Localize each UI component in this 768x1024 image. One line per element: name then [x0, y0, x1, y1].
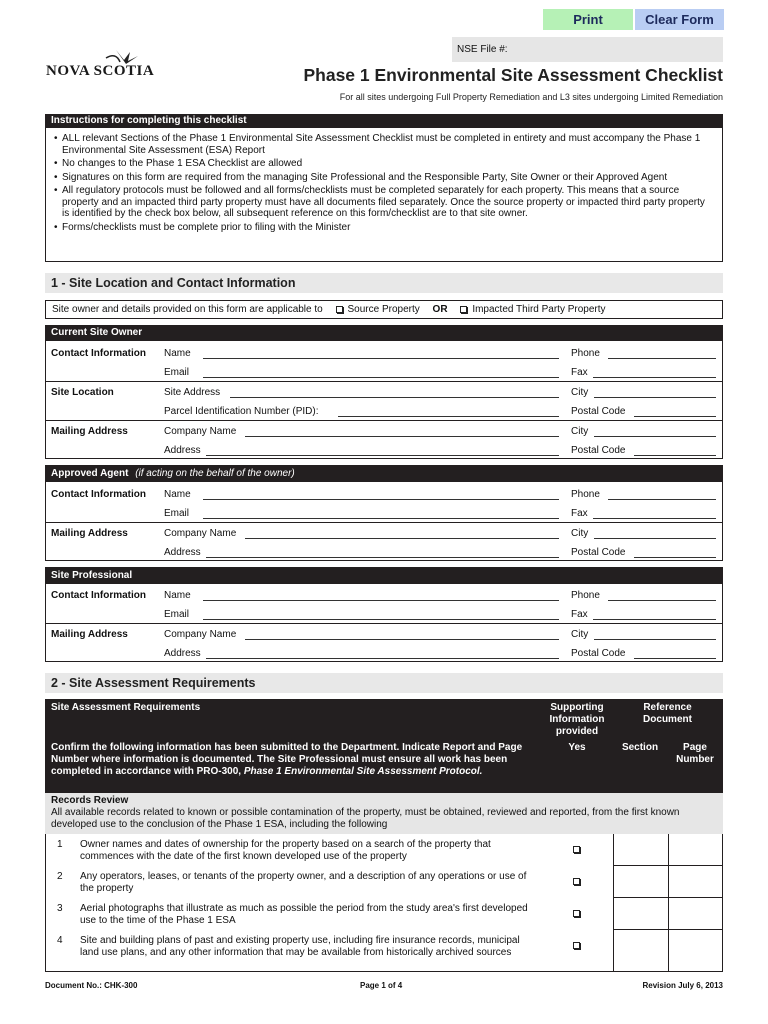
agent-name-input[interactable]	[203, 499, 559, 500]
pro-address-row	[45, 643, 723, 663]
owner-email-input[interactable]	[203, 377, 559, 378]
agent-company-row	[45, 523, 723, 543]
phone-label: Phone	[571, 348, 600, 359]
city-label: City	[571, 387, 589, 398]
contact-info-label: Contact Information	[51, 348, 146, 359]
address-label: Address	[164, 547, 201, 558]
applicable-text: Site owner and details provided on this form are applicable to	[52, 304, 323, 315]
requirements-title: Site Assessment Requirements	[51, 702, 201, 713]
applicable-row	[45, 300, 723, 319]
reference-doc-header: Reference Document	[643, 702, 692, 725]
source-property-checkbox[interactable]	[336, 304, 420, 315]
city-label: City	[571, 426, 589, 437]
approved-agent-label: Approved Agent	[51, 468, 129, 479]
pro-address-input[interactable]	[206, 658, 559, 659]
agent-phone-input[interactable]	[608, 499, 716, 500]
agent-address-row	[45, 542, 723, 562]
item-number: 2	[57, 871, 63, 882]
instructions-box	[45, 128, 723, 262]
pro-email-input[interactable]	[203, 619, 559, 620]
site-address-input[interactable]	[230, 397, 559, 398]
pid-label: Parcel Identification Number (PID):	[164, 406, 319, 417]
site-professional-header: Site Professional	[45, 567, 723, 584]
item-text: Any operators, leases, or tenants of the property owner, and a description of any operations or use of the property	[80, 871, 527, 894]
mailing-address-label: Mailing Address	[51, 426, 128, 437]
email-label: Email	[164, 609, 190, 620]
records-review-text: All available records related to known or possible contamination of the property, must be obtained, reviewed and reported, from the first known developed use to the conclusion of the Phase 1 ESA, including the following	[51, 807, 680, 830]
city-label: City	[571, 629, 589, 640]
section-2-title: 2 - Site Assessment Requirements	[45, 673, 723, 693]
approved-agent-header	[45, 465, 723, 482]
instruction-item: • ALL relevant Sections of the Phase 1 Environmental Site Assessment Checklist must be completed in entirety and must accompany the Phase 1 Environmental Site Assessment (ESA) Report	[54, 133, 714, 156]
approved-agent-note: (if acting on the behalf of the owner)	[135, 468, 295, 479]
mailing-address-label: Mailing Address	[51, 528, 128, 539]
pro-email-row	[45, 604, 723, 624]
impacted-property-label: Impacted Third Party Property	[472, 304, 606, 315]
name-label: Name	[164, 590, 191, 601]
address-label: Address	[164, 445, 201, 456]
owner-name-row	[45, 343, 723, 363]
pro-name-row	[45, 585, 723, 605]
requirements-header	[45, 699, 723, 793]
contact-info-label: Contact Information	[51, 590, 146, 601]
instruction-item: • Signatures on this form are required from the managing Site Professional and the Responsible Party, Site Owner or their Approved Agent	[54, 172, 714, 184]
checkbox-icon	[573, 942, 580, 949]
company-name-label: Company Name	[164, 629, 237, 640]
instructions-header: Instructions for completing this checklist	[45, 114, 723, 128]
section-header: Section	[621, 742, 659, 753]
owner-company-input[interactable]	[245, 436, 559, 437]
pro-fax-input[interactable]	[593, 619, 716, 620]
yes-header: Yes	[568, 742, 586, 753]
pro-city-input[interactable]	[594, 639, 716, 640]
site-location-label: Site Location	[51, 387, 114, 398]
owner-name-input[interactable]	[203, 358, 559, 359]
instruction-item: • Forms/checklists must be complete prior to filing with the Minister	[54, 222, 714, 234]
page-number-header: Page Number	[676, 742, 714, 765]
page-number: Page 1 of 4	[360, 981, 403, 990]
records-review-row	[45, 793, 723, 834]
company-name-label: Company Name	[164, 528, 237, 539]
item-text: Aerial photographs that illustrate as much as possible the period from the study area's first developed use to the time of the Phase 1 ESA	[80, 903, 528, 926]
revision-date: Revision July 6, 2013	[642, 981, 723, 990]
email-label: Email	[164, 367, 190, 378]
phone-label: Phone	[571, 590, 600, 601]
site-city-input[interactable]	[594, 397, 716, 398]
postal-code-label: Postal Code	[571, 648, 626, 659]
site-address-label: Site Address	[164, 387, 221, 398]
pro-company-row	[45, 624, 723, 644]
section-1-title: 1 - Site Location and Contact Information	[45, 273, 723, 293]
pro-company-input[interactable]	[245, 639, 559, 640]
nse-file-label: NSE File #:	[457, 44, 508, 55]
item-2-checkbox[interactable]	[573, 873, 585, 891]
checkbox-icon	[336, 306, 343, 313]
item-4-checkbox[interactable]	[573, 937, 585, 955]
source-property-label: Source Property	[347, 304, 420, 315]
or-label: OR	[432, 304, 448, 315]
city-label: City	[571, 528, 589, 539]
checkbox-icon	[573, 878, 580, 885]
records-review-title: Records Review	[51, 795, 129, 806]
postal-code-label: Postal Code	[571, 406, 626, 417]
owner-address-row	[45, 440, 723, 460]
impacted-property-checkbox[interactable]	[460, 304, 605, 315]
item-3-checkbox[interactable]	[573, 905, 585, 923]
agent-postal-input[interactable]	[634, 557, 716, 558]
name-label: Name	[164, 489, 191, 500]
instruction-item: • No changes to the Phase 1 ESA Checklist are allowed	[54, 158, 714, 170]
item-number: 4	[57, 935, 63, 946]
owner-address-input[interactable]	[206, 455, 559, 456]
agent-email-input[interactable]	[203, 518, 559, 519]
address-label: Address	[164, 648, 201, 659]
owner-company-row	[45, 421, 723, 441]
item-text: Site and building plans of past and existing property use, including fire insurance records, municipal land use plans, and any other information that may be available from historically archived sources	[80, 935, 520, 958]
owner-phone-input[interactable]	[608, 358, 716, 359]
pro-postal-input[interactable]	[634, 658, 716, 659]
checkbox-icon	[573, 910, 580, 917]
owner-city-input[interactable]	[594, 436, 716, 437]
contact-info-label: Contact Information	[51, 489, 146, 500]
pro-phone-input[interactable]	[608, 600, 716, 601]
item-number: 3	[57, 903, 63, 914]
fax-label: Fax	[571, 508, 588, 519]
agent-email-row	[45, 503, 723, 523]
document-number: Document No.: CHK-300	[45, 981, 138, 990]
fax-label: Fax	[571, 367, 588, 378]
agent-address-input[interactable]	[206, 557, 559, 558]
email-label: Email	[164, 508, 190, 519]
checkbox-icon	[460, 306, 467, 313]
pid-input[interactable]	[338, 416, 559, 417]
clear-form-button[interactable]: Clear Form	[635, 9, 724, 30]
agent-fax-input[interactable]	[593, 518, 716, 519]
owner-fax-input[interactable]	[593, 377, 716, 378]
agent-name-row	[45, 484, 723, 504]
item-text: Owner names and dates of ownership for the property based on a search of the property that commences with the date of the first known developed use of the property	[80, 839, 491, 862]
page-subtitle: For all sites undergoing Full Property Remediation and L3 sites undergoing Limited Remediation	[339, 92, 723, 102]
pid-row	[45, 401, 723, 421]
agent-company-input[interactable]	[245, 538, 559, 539]
company-name-label: Company Name	[164, 426, 237, 437]
logo-text: NOVA SCOTIA	[46, 63, 155, 79]
item-1-checkbox[interactable]	[573, 841, 585, 859]
site-postal-input[interactable]	[634, 416, 716, 417]
owner-postal-input[interactable]	[634, 455, 716, 456]
site-address-row	[45, 382, 723, 402]
confirm-text: Confirm the following information has been submitted to the Department. Indicate Report and Page Number where information is documented. The Site Professional must ensure all work has been completed in accordance with PRO-300, Phase 1 Environmental Site Assessment Protocol.	[51, 742, 523, 777]
item-number: 1	[57, 839, 63, 850]
current-owner-header: Current Site Owner	[45, 325, 723, 341]
print-button[interactable]: Print	[543, 9, 633, 30]
postal-code-label: Postal Code	[571, 445, 626, 456]
owner-email-row	[45, 362, 723, 382]
agent-city-input[interactable]	[594, 538, 716, 539]
instruction-item: • All regulatory protocols must be followed and all forms/checklists must be completed separately for each property. This means that a source property and an impacted third party property must have all documents filed separately. Once the source property or impacted third party property is identified by the check box below, all subsequent reference on this form/checklist are to that site owner.	[54, 185, 714, 220]
name-label: Name	[164, 348, 191, 359]
fax-label: Fax	[571, 609, 588, 620]
supporting-info-header: Supporting Information provided	[549, 702, 605, 737]
mailing-address-label: Mailing Address	[51, 629, 128, 640]
phone-label: Phone	[571, 489, 600, 500]
pro-name-input[interactable]	[203, 600, 559, 601]
checkbox-icon	[573, 846, 580, 853]
page-title: Phase 1 Environmental Site Assessment Checklist	[303, 65, 723, 85]
nse-file-field[interactable]	[452, 37, 723, 62]
postal-code-label: Postal Code	[571, 547, 626, 558]
